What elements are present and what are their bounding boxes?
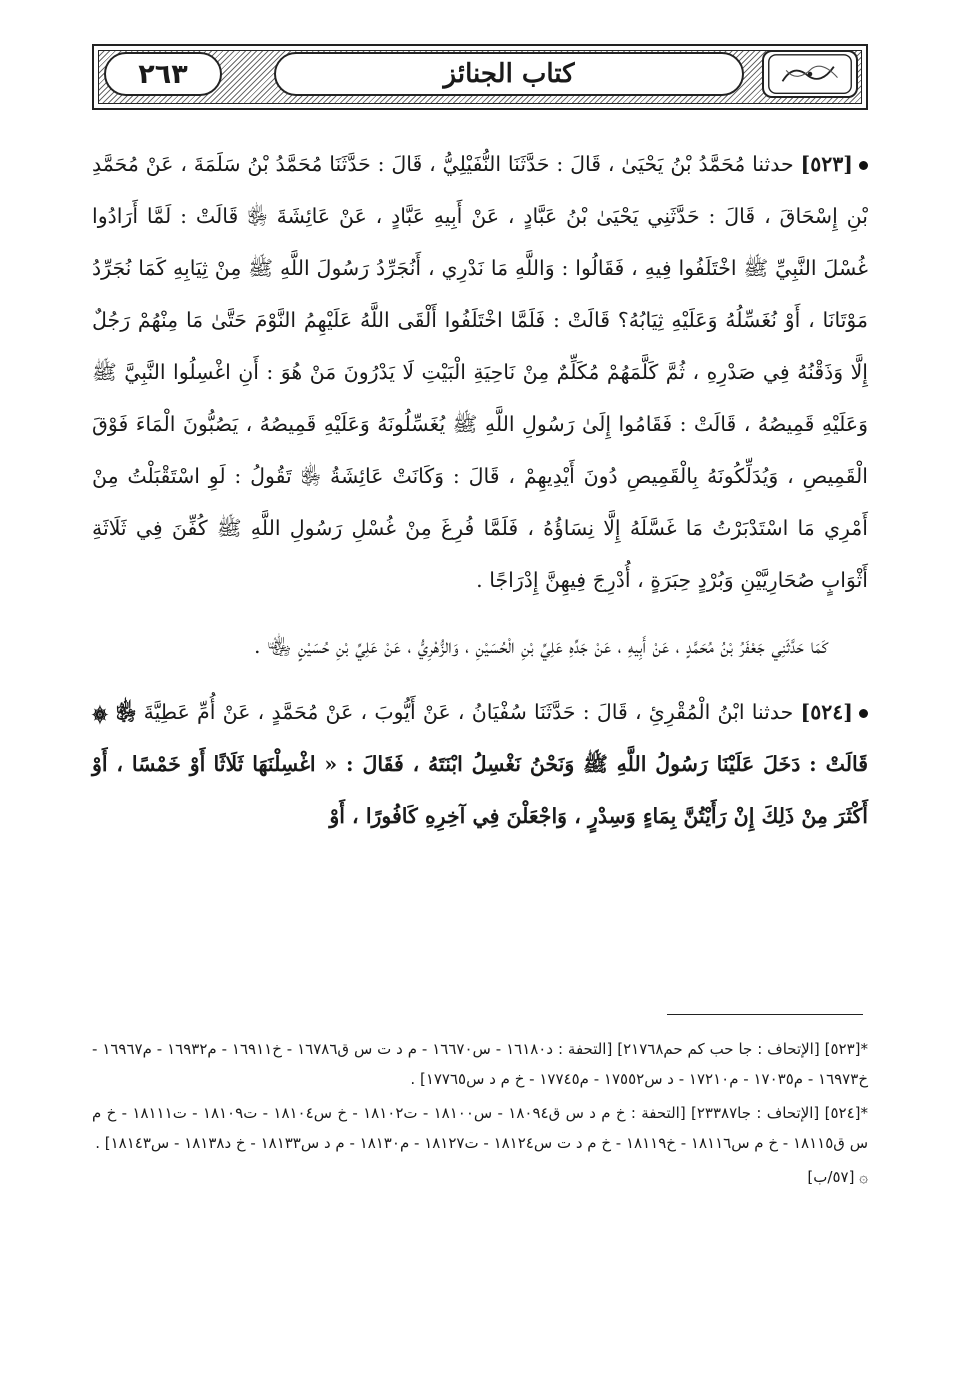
footnote-line: س١٨١٠٤ - ت١٨١٠٩ - ت١٨١١١ - خ م س ق١٨١١٥ - خ م س١٨١١٦ - خ١٨١١٩ - خ م د [92, 1104, 868, 1152]
hadith-line: أَوْ خَمْسًا ، أَوْ أَكْثَرَ مِنْ ذَلِكَ إِنْ رَأَيْتُنَّ بِمَاءٍ وَسِدْرٍ ، وَاجْعَلْنَ فِي آخِرِهِ كَافُورًا ، أَوْ [92, 752, 868, 828]
hadith-line: حدثنا مُحَمَّدُ بْنُ يَحْيَىٰ ، قَالَ : حَدَّثَنَا النُّفَيْلِيُّ ، قَالَ : حَدَّثَنَا مُحَمَّدُ بْنُ سَلَمَةَ ، [180, 152, 794, 176]
footnote-line: *[٥٢٣] [الإتحاف : جا حب كم حم٢١٧٦٨] [التحفة : د١٦١٨٠ - س١٦٦٧٠ - م د ت س ق١٦٧٨٦ - [286, 1040, 868, 1058]
hadith-line: اسْتَقْبَلْتُ مِنْ أَمْرِي مَا اسْتَدْبَرْتُ مَا غَسَّلَهُ إِلَّا نِسَاؤُهُ ، فَلَمَّا فُرِغَ مِنْ غُسْلِ رَسُولِ اللَّهِ [92, 464, 868, 540]
footnote-line: خ١٦٩١١ - م١٦٩٣٢ - م١٦٩٦٧ - خ١٦٩٧٣ - م١٧٠٣٥ - م١٧٢١٠ - د س١٧٥٥٢ - م١٧٧٤٥ - خ [92, 1040, 868, 1088]
hadith-line: قَالَتْ : لَمَّا أَرَادُوا غُسْلَ النَّبِيِّ ﷺ اخْتَلَفُوا فِيهِ ، فَقَالُوا : وَاللَّهِ مَا نَدْرِي ، أَنُجَرِّدُ [92, 204, 868, 280]
hadith-number: [٥٢٤] [800, 700, 853, 724]
isnad-line: كَمَا حَدَّثَنِي جَعْفَرُ بْنُ مُحَمَّدٍ ، عَنْ أَبِيهِ ، عَنْ جَدِّهِ عَلِيِّ بْنِ الْحُسَيْنِ ، وَالزُّهْرِيُّ ، [407, 634, 828, 658]
hadith-line: عَنْ مُحَمَّدِ بْنِ إِسْحَاقَ ، قَالَ : حَدَّثَنِي يَحْيَىٰ بْنُ عَبَّادٍ ، عَنْ أَبِيهِ عَبَّادٍ ، عَنْ عَائِشَةَ ﵂ [92, 152, 868, 228]
manuscript-folio-mark: ۞ [٥٧/ب] [807, 1168, 868, 1186]
hadith-line: الْقَمِيصِ ، وَيُدَلِّكُونَهُ بِالْقَمِيصِ دُونَ أَيْدِيهِمْ ، قَالَ : وَكَانَتْ عَائِشَةُ ﵂ تَقُولُ : لَوِ [208, 464, 868, 488]
hadith-line: رَسُولَ اللَّهِ ﷺ مِنْ ثِيَابِهِ كَمَا نُجَرِّدُ مَوْتَانَا ، أَوْ نُغَسِّلُهُ وَعَلَيْهِ ثِيَابُهُ؟ قَالَتْ : فَلَمَّا [92, 256, 868, 332]
hadith-bullet-icon [859, 161, 868, 170]
footnote-524 [92, 1098, 868, 1158]
footnote-line: م د س١٧٧٦٥] . [410, 1070, 510, 1088]
hadith-number: [٥٢٣] [800, 152, 853, 176]
hadith-line: حدثنا ابْنُ الْمُقْرِئِ ، قَالَ : حَدَّثَنَا سُفْيَانُ ، عَنْ أَيُّوبَ ، عَنْ مُحَمَّدٍ ، عَنْ أُمِّ عَطِيَّةَ [143, 700, 794, 724]
hadith-line: مُكَلِّمٌ مِنْ نَاحِيَةِ الْبَيْتِ لَا يَدْرُونَ مَنْ هُوَ : أَنِ اغْسِلُوا النَّبِيَّ ﷺ وَعَلَيْهِ قَمِيصُهُ ، [92, 360, 868, 436]
hadith-line: ﵂ ۞ قَالَتْ : دَخَلَ عَلَيْنَا رَسُولُ اللَّهِ ﷺ وَنَحْنُ نَغْسِلُ ابْنَتَهُ ، فَقَالَ : « اغْسِلْنَهَا ثَلَاثًا [92, 700, 868, 776]
isnad-paragraph [92, 620, 868, 672]
page-number: ٢٦٣ [104, 52, 222, 96]
publisher-emblem-icon [762, 50, 858, 98]
footnotes [92, 1034, 868, 1192]
hadith-524 [92, 686, 868, 842]
footnote-line: *[٥٢٤] [الإتحاف : جا٢٣٣٨٧] [التحفة : خ م د س ق١٨٠٩٤ - س١٨١٠٠ - ت١٨١٠٢ - خ [337, 1104, 868, 1122]
chapter-title: كتاب الجنائز [274, 52, 744, 96]
page-header [92, 44, 868, 110]
hadith-line: قَالَتْ : فَقَامُوا إِلَىٰ رَسُولِ اللَّهِ ﷺ يُغَسِّلُونَهُ وَعَلَيْهِ قَمِيصُهُ ، يَصُبُّونَ الْمَاءَ فَوْقَ [92, 412, 737, 436]
footnote-line: ت س١٨١٢٤ - ت١٨١٢٧ - م١٨١٣٠ - م د س١٨١٣٣ - خ د١٨١٣٨ - س١٨١٤٣] . [95, 1134, 572, 1152]
emblem-svg [764, 52, 856, 96]
hadith-line: ﷺ كُفِّنَ فِي ثَلَاثَةِ أَثْوَابٍ صُحَارِيَّيْنِ وَبُرْدٍ حِبَرَةٍ ، أُدْرِجَ فِيهِنَّ إِدْرَاجًا . [92, 516, 868, 592]
hadith-bullet-icon [859, 709, 868, 718]
isnad-line: عَنْ عَلِيِّ بْنِ حُسَيْنٍ ﵄ . [253, 634, 401, 658]
footnote-523 [92, 1034, 868, 1094]
hadith-line: اخْتَلَفُوا أَلْقَى اللَّهُ عَلَيْهِمُ النَّوْمَ حَتَّىٰ مَا مِنْهُمْ رَجُلٌ إِلَّا وَذَقْنُهُ فِي صَدْرِهِ ، ثُمَّ كَلَّمَهُمْ [92, 308, 868, 384]
hadith-523 [92, 138, 868, 606]
main-text [92, 138, 868, 842]
footnote-divider [667, 1014, 863, 1015]
